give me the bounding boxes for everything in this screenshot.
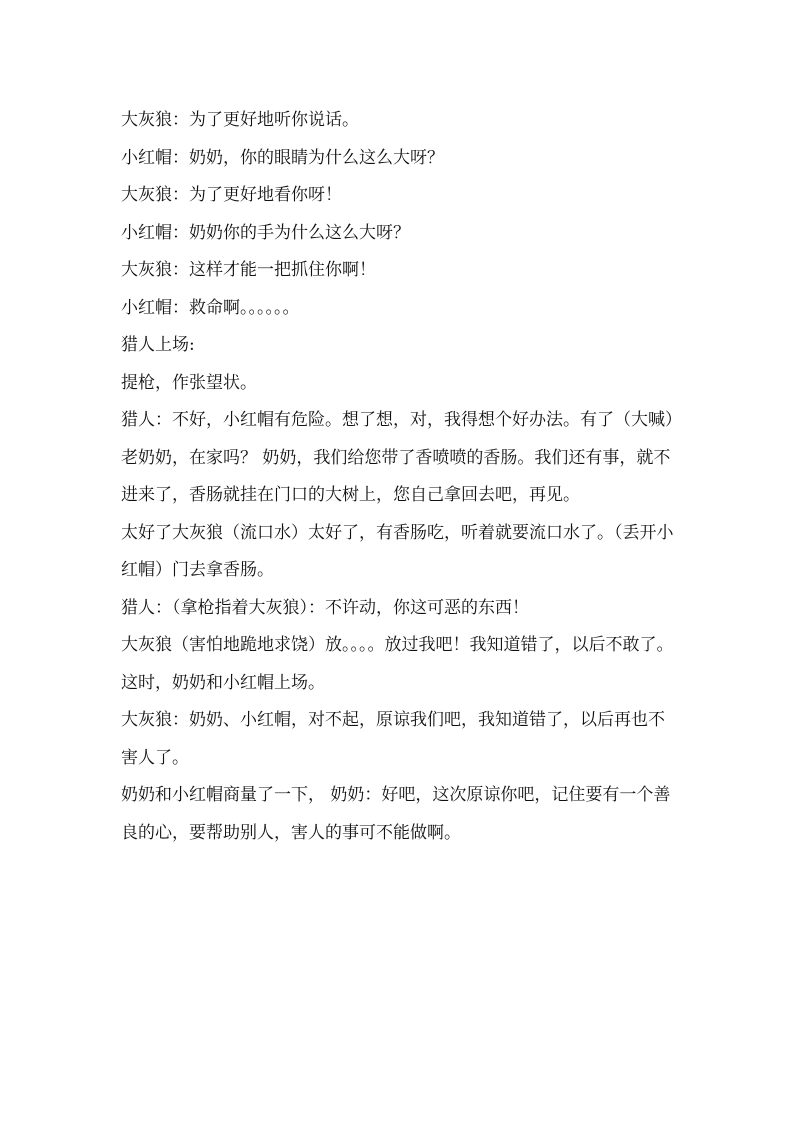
paragraph-red-hood-line-3: 小红帽：救命啊。。。。。。 — [121, 297, 300, 318]
paragraph-grandma-forgives: 奶奶和小红帽商量了一下， 奶奶：好吧，这次原谅你吧，记住要有一个善良的心，要帮助别人，害人的事可不能做啊。 — [121, 785, 671, 843]
paragraph-red-hood-line-1: 小红帽：奶奶，你的眼睛为什么这么大呀？ — [121, 147, 444, 168]
paragraph-wolf-line-2: 大灰狼：为了更好地看你呀！ — [121, 185, 342, 205]
document-body — [121, 102, 677, 852]
paragraph-hunter-enters: 猎人上场: — [121, 335, 195, 355]
paragraph-grandma-enters: 这时，奶奶和小红帽上场。 — [121, 672, 325, 693]
paragraph-stage-direction: 提枪，作张望状。 — [121, 372, 257, 393]
paragraph-wolf-sausage: 太好了大灰狼（流口水）太好了，有香肠吃，听着就要流口水了。（丢开小红帽）门去拿香肠。 — [121, 522, 674, 580]
paragraph-wolf-line-1: 大灰狼：为了更好地听你说话。 — [121, 110, 359, 130]
paragraph-wolf-begs: 大灰狼（害怕地跪地求饶）放。。。。放过我吧！我知道错了，以后不敢了。 — [121, 635, 674, 655]
paragraph-hunter-line-1: 猎人：不好，小红帽有危险。想了想，对，我得想个好办法。有了（大喊）老奶奶，在家吗？ 奶奶，我们给您带了香喷喷的香肠。我们还有事，就不进来了，香肠就挂在门口的大树上，您自己拿回去吧，再见。 — [121, 410, 674, 505]
paragraph-red-hood-line-2: 小红帽：奶奶你的手为什么这么大呀？ — [121, 222, 410, 243]
paragraph-wolf-line-3: 大灰狼：这样才能一把抓住你啊！ — [121, 260, 376, 280]
paragraph-hunter-line-2: 猎人：（拿枪指着大灰狼）：不许动，你这可恶的东西！ — [121, 597, 529, 618]
paragraph-wolf-apology: 大灰狼：奶奶、小红帽，对不起，原谅我们吧，我知道错了，以后再也不害人了。 — [121, 710, 665, 768]
